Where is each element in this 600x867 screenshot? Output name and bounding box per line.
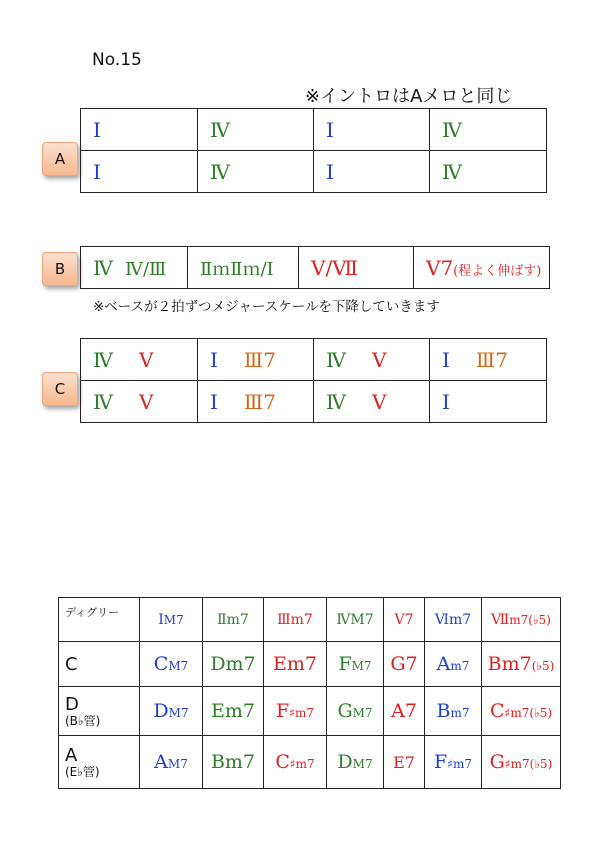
chord-cell: Ⅰ [81,109,198,151]
chord-cell: G7 [384,642,425,687]
degree-header: Ⅱm7 [203,598,264,642]
chord-cell: Bm7 [203,736,264,789]
chord-cell: C♯m7(♭5) [482,687,561,736]
chord-cell: Ⅳ [430,109,547,151]
chord: Ⅴ [371,347,387,372]
chord-cell: Ⅴ/Ⅶ [299,247,414,289]
key-label: D (B♭管) [59,687,140,736]
chord-cell [198,381,314,423]
chord-cell: C♯m7 [264,736,327,789]
section-a-table [80,108,547,193]
chord: Ⅳ [93,255,113,280]
chord-cell [198,339,314,381]
chord-cell: Ⅳ [430,151,547,193]
chord-cell: Ⅳ [198,151,314,193]
chord-cell: E7 [384,736,425,789]
chord-cell: FM7 [327,642,384,687]
chord-cell: Ⅰ [81,151,198,193]
section-b-tag: B [42,252,78,286]
intro-note: ※イントロはAメロと同じ [305,86,513,107]
key-label: A (E♭管) [59,736,140,789]
degree-header-label: ディグリー [59,598,140,642]
degree-header: ⅣM7 [327,598,384,642]
chord-cell: F♯m7 [264,687,327,736]
chord-cell: G♯m7(♭5) [482,736,561,789]
chord: Ⅲ7 [243,389,276,414]
chord-cell: ⅡｍⅡｍ/Ⅰ [188,247,299,289]
chord: Ⅴ [138,347,154,372]
degree-header: Ⅶm7(♭5) [482,598,561,642]
chord: Ⅲ7 [475,347,508,372]
chord: Ⅰ [210,389,218,414]
chord-cell: DM7 [140,687,203,736]
chord-cell: GM7 [327,687,384,736]
section-c-tag: C [42,372,78,406]
chord-cell: AM7 [140,736,203,789]
key-label: C [59,642,140,687]
page-title: No.15 [92,50,142,70]
degree-header: Ⅲm7 [264,598,327,642]
chord: Ⅴ [371,389,387,414]
chord-cell [414,247,550,289]
section-c-table [80,338,547,423]
chord: Ⅳ/Ⅲ [124,258,167,280]
chord-note: (程よく伸ばす) [453,263,542,279]
chord-cell: Ⅰ [314,109,430,151]
chord-cell: Bm7 [425,687,482,736]
chord-cell: Em7 [203,687,264,736]
chord: Ⅳ [93,389,113,414]
chord: Ⅴ7 [426,255,454,280]
chord-cell [314,381,430,423]
chord-cell: DM7 [327,736,384,789]
chord-cell: CM7 [140,642,203,687]
chord-cell [430,381,547,423]
chord: Ⅴ [138,389,154,414]
chord-cell [81,339,198,381]
chord: Ⅰ [210,347,218,372]
chord: Ⅳ [326,347,346,372]
degree-header: ⅠM7 [140,598,203,642]
chord: Ⅰ [442,389,450,414]
chord-cell: Bm7(♭5) [482,642,561,687]
chord: Ⅰ [442,347,450,372]
chord-cell: F♯m7 [425,736,482,789]
chord-cell: Ⅰ [314,151,430,193]
degree-header: Ⅵm7 [425,598,482,642]
chord-reference-table [58,597,561,789]
chord: Ⅳ [326,389,346,414]
chord-cell: Am7 [425,642,482,687]
chord-cell [81,247,188,289]
degree-header: Ⅴ7 [384,598,425,642]
chord-cell [430,339,547,381]
section-a-tag: A [42,142,78,176]
chord: Ⅳ [93,347,113,372]
chord-cell: Ⅳ [198,109,314,151]
chord-cell: A7 [384,687,425,736]
section-b-table [80,246,550,289]
chord: Ⅲ7 [243,347,276,372]
chord-cell: Dm7 [203,642,264,687]
chord-cell [81,381,198,423]
chord-cell [314,339,430,381]
bass-note: ※ベースが２拍ずつメジャースケールを下降していきます [93,299,440,315]
chord-cell: Em7 [264,642,327,687]
